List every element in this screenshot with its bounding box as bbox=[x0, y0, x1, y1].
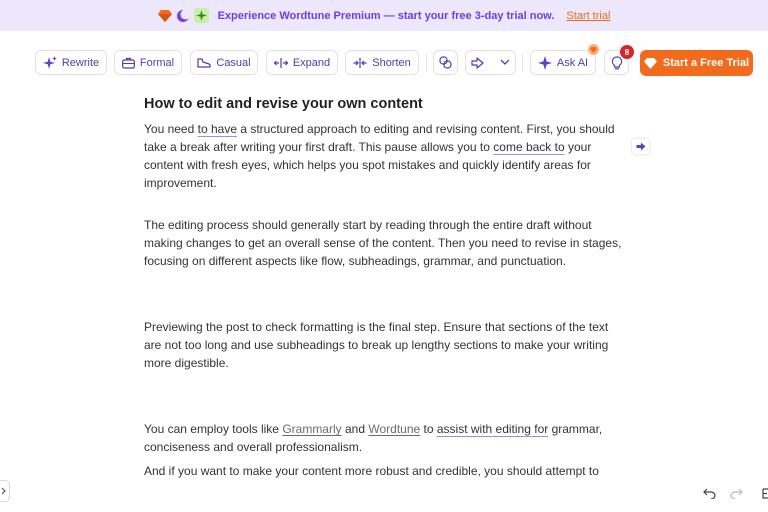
formal-button[interactable] bbox=[114, 50, 182, 75]
promo-banner bbox=[0, 0, 768, 31]
paragraph-5: And if you want to make your content more robust and credible, you should attempt to bbox=[144, 464, 599, 478]
arrow-right-icon bbox=[636, 142, 646, 151]
ask-ai-button[interactable] bbox=[530, 50, 596, 75]
trial-label: Start a Free Trial bbox=[662, 57, 750, 69]
text-run: grammar, conciseness and overall professionalism. bbox=[144, 422, 603, 454]
more-button[interactable] bbox=[762, 485, 768, 501]
continue-writing-button[interactable] bbox=[465, 50, 516, 75]
start-free-trial-button[interactable] bbox=[640, 50, 753, 76]
shoe-icon bbox=[197, 57, 211, 68]
redo-button[interactable] bbox=[730, 485, 743, 501]
ask-ai-label: Ask AI bbox=[556, 56, 589, 69]
paragraph-1 bbox=[144, 120, 622, 192]
sparkle-icon bbox=[194, 8, 209, 23]
panel-edge-icon bbox=[762, 488, 768, 499]
suggestion-to-have[interactable]: to have bbox=[197, 122, 237, 136]
undo-icon bbox=[703, 488, 716, 499]
notification-badge: 8 bbox=[620, 45, 634, 59]
text-run: a structured approach to editing and revising content. First, you should take a break after writing your first draft. This pause allows you to bbox=[144, 122, 615, 154]
banner-icons bbox=[158, 8, 209, 23]
premium-diamond-icon bbox=[588, 44, 599, 55]
casual-label: Casual bbox=[216, 56, 251, 69]
text-run: You need bbox=[144, 122, 198, 136]
arrow-right-icon bbox=[471, 57, 484, 69]
rewrite-label: Rewrite bbox=[61, 56, 100, 69]
toolbar bbox=[0, 45, 768, 79]
toolbar-divider bbox=[522, 54, 523, 72]
lightbulb-icon bbox=[611, 56, 623, 70]
suggestion-arrow-button[interactable] bbox=[632, 139, 649, 154]
paragraph-2: The editing process should generally start by reading through the entire draft without making changes to get an overall sense of the content. Then you need to revise in stages, focusing on different aspects like flow, subheadings, grammar, and punctuation. bbox=[144, 218, 622, 268]
paragraph-3: Previewing the post to check formatting is the final step. Ensure that sections of the text are not too long and use subheadings to break up lengthy sections to make your writing more digestible. bbox=[144, 320, 609, 370]
moon-icon bbox=[176, 8, 191, 23]
formal-label: Formal bbox=[139, 56, 175, 69]
chevron-down-icon[interactable] bbox=[500, 59, 510, 66]
redo-icon bbox=[730, 488, 743, 499]
briefcase-icon bbox=[122, 57, 135, 69]
toolbar-divider bbox=[426, 54, 427, 72]
sparkle-icon bbox=[538, 56, 552, 70]
shorten-icon bbox=[353, 57, 367, 69]
link-button[interactable] bbox=[433, 50, 458, 75]
expand-label: Expand bbox=[292, 56, 331, 69]
casual-button[interactable] bbox=[190, 50, 258, 75]
suggestion-come-back-to[interactable]: come back to bbox=[493, 140, 565, 154]
chevron-right-icon bbox=[1, 487, 6, 495]
shorten-label: Shorten bbox=[372, 56, 411, 69]
shorten-button[interactable] bbox=[345, 50, 419, 75]
diamond-icon bbox=[644, 58, 657, 69]
text-run: to bbox=[420, 422, 437, 436]
text-run: and bbox=[341, 422, 369, 436]
banner-message: Experience Wordtune Premium — start your free 3-day trial now. bbox=[217, 9, 555, 22]
link-icon bbox=[439, 56, 452, 69]
expand-icon bbox=[274, 57, 288, 69]
rewrite-button[interactable] bbox=[35, 50, 107, 75]
diamond-icon bbox=[158, 8, 173, 23]
suggestion-assist-with-editing[interactable]: assist with editing for bbox=[436, 422, 549, 436]
grammarly-link[interactable]: Grammarly bbox=[282, 422, 342, 436]
wordtune-link[interactable]: Wordtune bbox=[368, 422, 421, 436]
side-panel-tab[interactable] bbox=[0, 480, 10, 502]
expand-button[interactable] bbox=[266, 50, 338, 75]
text-run: You can employ tools like bbox=[144, 422, 283, 436]
sparkles-icon bbox=[43, 56, 57, 70]
undo-button[interactable] bbox=[703, 485, 716, 501]
document-editor[interactable] bbox=[144, 94, 622, 480]
start-trial-link[interactable]: Start trial bbox=[566, 9, 611, 22]
document-title: How to edit and revise your own content bbox=[144, 96, 423, 112]
paragraph-4 bbox=[144, 420, 622, 456]
text-run: your content with fresh eyes, which helps you spot mistakes and quickly identify areas for improvement. bbox=[144, 140, 592, 190]
